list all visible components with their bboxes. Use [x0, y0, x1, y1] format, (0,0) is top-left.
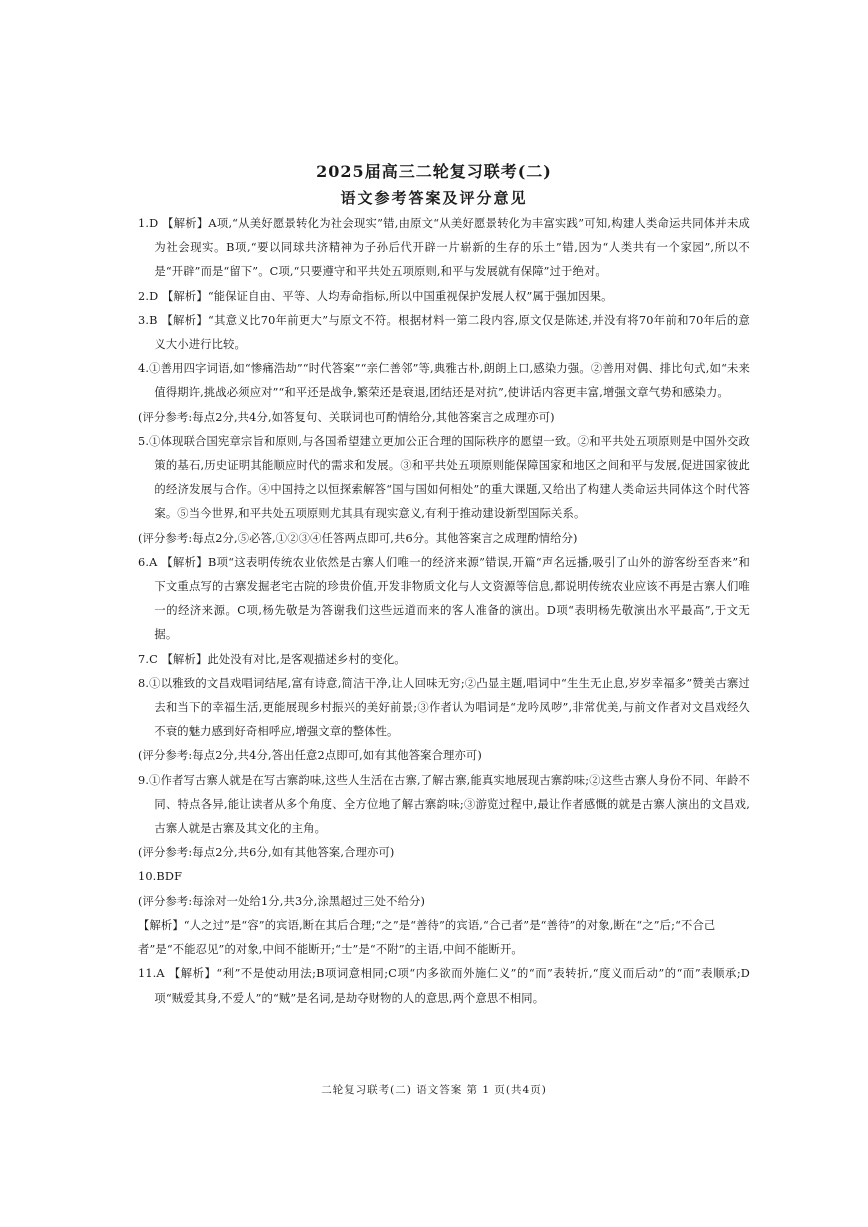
answer-item-11: 11.A 【解析】“利”不是使动用法;B项词意相同;C项“内多欲而外施仁义”的“而”表转折,“度义而后动”的“而”表顺承;D项“贼爱其身,不爱人”的“贼”是名词,是劫夺财物的人的意思,两个意思不相同。: [138, 967, 750, 1005]
answer-item-8: 8.①以雅致的文昌戏唱词结尾,富有诗意,简洁干净,让人回味无穷;②凸显主题,唱词中“生生无止息,岁岁幸福多”赞美古寨过去和当下的幸福生活,更能展现乡村振兴的美好前景;③作者认为唱词是“龙吟凤哕”,非常优美,与前文作者对文昌戏经久不衰的魅力感到好奇相呼应,增强文章的整体性。: [138, 676, 750, 739]
page-title: 2025届高三二轮复习联考(二): [316, 162, 552, 181]
answer-content: [138, 212, 750, 1011]
scoring-note-10: (评分参考:每涂对一处给1分,共3分,涂黑超过三处不给分): [138, 894, 426, 908]
scoring-note-9: (评分参考:每点2分,共6分,如有其他答案,合理亦可): [138, 846, 395, 860]
scoring-note-4: (评分参考:每点2分,共4分,如答复句、关联词也可酌情给分,其他答案言之成理亦可): [138, 410, 555, 424]
scoring-note-5: (评分参考:每点2分,⑤必答,①②③④任答两点即可,共6分。其他答案言之成理酌情给分): [138, 531, 578, 545]
analysis-item-10: 【解析】“人之过”是“容”的宾语,断在其后合理;“之”是“善待”的宾语,“合己者”是“善待”的对象,断在“之”后;“不合己者”是“不能忍见”的对象,中间不能断开;“士”是“不附”的主语,中间不能断开。: [138, 918, 716, 957]
answer-item-3: 3.B 【解析】“其意义比70年前更大”与原文不符。根据材料一第二段内容,原文仅是陈述,并没有将70年前和70年后的意义大小进行比较。: [138, 313, 750, 352]
scoring-note-8: (评分参考:每点2分,共4分,答出任意2点即可,如有其他答案合理亦可): [138, 749, 482, 763]
answer-item-9: 9.①作者写古寨人就是在写古寨韵味,这些人生活在古寨,了解古寨,能真实地展现古寨韵味;②这些古寨人身份不同、年龄不同、特点各异,能让读者从多个角度、全方位地了解古寨韵味;③游览过程中,最让作者感慨的就是古寨人演出的文昌戏,古寨人就是古寨及其文化的主角。: [138, 773, 750, 836]
page-header: [0, 160, 868, 210]
answer-item-6: 6.A 【解析】B项“这表明传统农业依然是古寨人们唯一的经济来源”错误,开篇“声名远播,吸引了山外的游客纷至沓来”和下文重点写的古寨发掘老宅古院的珍贵价值,开发非物质文化与人文资源等信息,都说明传统农业应该不再是古寨人们唯一的经济来源。C项,杨先敬是为答谢我们这些远道而来的客人准备的演出。D项“表明杨先敬演出水平最高”,于文无据。: [138, 555, 750, 642]
answer-item-2: 2.D 【解析】“能保证自由、平等、人均寿命指标,所以中国重视保护发展人权”属于强加因果。: [138, 289, 613, 303]
answer-item-4: 4.①善用四字词语,如“惨痛浩劫”“时代答案”“亲仁善邻”等,典雅古朴,朗朗上口,感染力强。②善用对偶、排比句式,如“未来值得期许,挑战必须应对”“和平还是战争,繁荣还是衰退,团结还是对抗”,使讲话内容更丰富,增强文章气势和感染力。: [138, 362, 750, 400]
page-subtitle: 语文参考答案及评分意见: [340, 189, 528, 207]
answer-item-1: 1.D 【解析】A项,“从美好愿景转化为社会现实”错,由原文“从美好愿景转化为丰富实践”可知,构建人类命运共同体并未成为社会现实。B项,“要以同球共济精神为子孙后代开辟一片崭新的生存的乐土”错,因为“人类共有一个家园”,所以不是“开辟”而是“留下”。C项,“只要遵守和平共处五项原则,和平与发展就有保障”过于绝对。: [138, 217, 750, 279]
answer-item-7: 7.C 【解析】此处没有对比,是客观描述乡村的变化。: [138, 652, 406, 666]
page-footer: 二轮复习联考(二) 语文答案 第 1 页(共4页): [321, 1084, 547, 1096]
answer-item-10: 10.BDF: [138, 870, 183, 884]
answer-item-5: 5.①体现联合国宪章宗旨和原则,与各国希望建立更加公正合理的国际秩序的愿望一致。②和平共处五项原则是中国外交政策的基石,历史证明其能顺应时代的需求和发展。③和平共处五项原则能保障国家和地区之间和平与发展,促进国家彼此的经济发展与合作。④中国持之以恒探索解答“国与国如何相处”的重大课题,又给出了构建人类命运共同体这个时代答案。⑤当今世界,和平共处五项原则尤其具有现实意义,有利于推动建设新型国际关系。: [138, 434, 750, 521]
